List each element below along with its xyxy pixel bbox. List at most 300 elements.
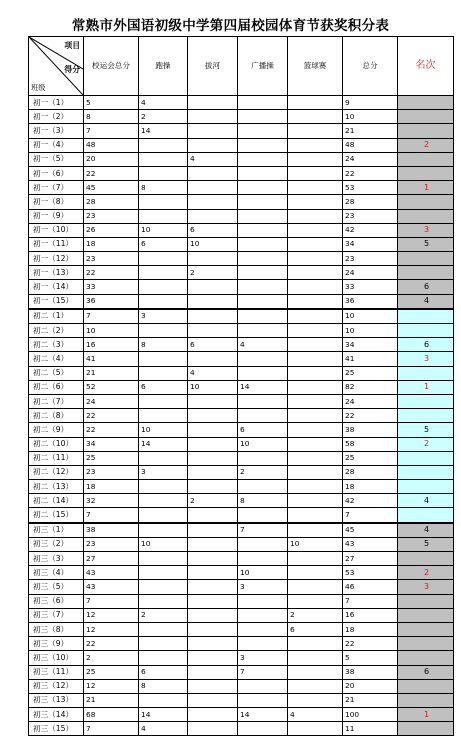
rank-cell [398,195,454,209]
running-exercise-cell: 6 [139,237,188,251]
broadcast-exercise-cell [238,110,288,124]
diag-label-score: 得分 [64,65,80,74]
total-cell: 24 [343,394,398,408]
total-cell: 48 [343,138,398,152]
broadcast-exercise-cell [238,266,288,280]
total-cell: 42 [343,223,398,237]
rank-cell [398,266,454,280]
rank-cell [398,166,454,180]
total-cell: 42 [343,494,398,508]
rank-cell [398,110,454,124]
class-name-cell: 初二（4） [29,352,84,366]
running-exercise-cell: 2 [139,608,188,622]
class-name-cell: 初一（4） [29,138,84,152]
basketball-cell [288,523,343,538]
rank-cell: 3 [398,223,454,237]
basketball-cell [288,465,343,479]
tug-of-war-cell [188,679,238,693]
class-name-cell: 初三（3） [29,552,84,566]
running-exercise-cell [139,138,188,152]
class-name-cell: 初三（9） [29,637,84,651]
basketball-cell [288,580,343,594]
rank-cell [398,451,454,465]
broadcast-exercise-cell: 3 [238,651,288,665]
class-name-cell: 初二（11） [29,451,84,465]
basketball-cell: 2 [288,608,343,622]
total-cell: 25 [343,366,398,380]
total-cell: 38 [343,665,398,679]
tug-of-war-cell [188,252,238,266]
basketball-cell [288,195,343,209]
rank-cell: 6 [398,665,454,679]
rank-cell: 4 [398,494,454,508]
table-row [29,266,454,280]
tug-of-war-cell: 10 [188,380,238,394]
basketball-cell [288,394,343,408]
sports-meet-total-cell: 22 [84,423,139,437]
table-row [29,309,454,324]
running-exercise-cell [139,280,188,294]
class-name-cell: 初二（9） [29,423,84,437]
class-name-cell: 初三（12） [29,679,84,693]
header-row [29,37,454,96]
broadcast-exercise-cell [238,508,288,523]
table-row [29,352,454,366]
col-header-total: 总分 [343,37,398,96]
class-name-cell: 初二（10） [29,437,84,451]
total-cell: 82 [343,380,398,394]
basketball-cell [288,324,343,338]
broadcast-exercise-cell [238,181,288,195]
table-row [29,494,454,508]
broadcast-exercise-cell [238,96,288,110]
sports-meet-total-cell: 43 [84,580,139,594]
running-exercise-cell [139,366,188,380]
basketball-cell [288,124,343,138]
total-cell: 24 [343,266,398,280]
table-row [29,451,454,465]
sports-meet-total-cell: 28 [84,195,139,209]
tug-of-war-cell [188,637,238,651]
class-name-cell: 初一（11） [29,237,84,251]
table-row [29,508,454,523]
class-name-cell: 初二（8） [29,409,84,423]
rank-cell: 1 [398,181,454,195]
table-row [29,124,454,138]
running-exercise-cell [139,494,188,508]
running-exercise-cell [139,552,188,566]
class-name-cell: 初三（11） [29,665,84,679]
sports-meet-total-cell: 12 [84,622,139,636]
sports-meet-total-cell: 52 [84,380,139,394]
class-name-cell: 初一（1） [29,96,84,110]
tug-of-war-cell [188,508,238,523]
sports-meet-total-cell: 18 [84,237,139,251]
broadcast-exercise-cell [238,608,288,622]
table-row [29,722,454,736]
basketball-cell [288,494,343,508]
tug-of-war-cell [188,209,238,223]
tug-of-war-cell [188,722,238,736]
table-row [29,96,454,110]
tug-of-war-cell [188,409,238,423]
diag-label-item: 项目 [64,41,80,50]
class-name-cell: 初二（13） [29,480,84,494]
basketball-cell [288,637,343,651]
sports-meet-total-cell: 24 [84,394,139,408]
table-row [29,380,454,394]
diag-label-class: 班级 [31,83,46,92]
sports-meet-total-cell: 23 [84,209,139,223]
table-row [29,324,454,338]
class-name-cell: 初三（2） [29,537,84,551]
running-exercise-cell [139,622,188,636]
running-exercise-cell: 8 [139,181,188,195]
total-cell: 33 [343,280,398,294]
tug-of-war-cell [188,566,238,580]
class-name-cell: 初一（6） [29,166,84,180]
table-row [29,409,454,423]
total-cell: 18 [343,622,398,636]
broadcast-exercise-cell [238,366,288,380]
rank-cell: 5 [398,537,454,551]
total-cell: 11 [343,722,398,736]
rank-cell [398,622,454,636]
tug-of-war-cell [188,580,238,594]
rank-cell: 2 [398,566,454,580]
rank-cell: 5 [398,423,454,437]
sports-meet-total-cell: 21 [84,693,139,707]
sports-meet-total-cell: 22 [84,166,139,180]
basketball-cell [288,380,343,394]
basketball-cell [288,223,343,237]
tug-of-war-cell [188,423,238,437]
class-name-cell: 初三（14） [29,708,84,722]
broadcast-exercise-cell: 14 [238,380,288,394]
sports-meet-total-cell: 2 [84,651,139,665]
table-row [29,366,454,380]
sports-meet-total-cell: 25 [84,665,139,679]
basketball-cell [288,552,343,566]
running-exercise-cell: 6 [139,665,188,679]
class-name-cell: 初一（5） [29,152,84,166]
table-row [29,394,454,408]
rank-cell [398,608,454,622]
running-exercise-cell: 14 [139,708,188,722]
basketball-cell [288,722,343,736]
class-name-cell: 初二（3） [29,338,84,352]
total-cell: 18 [343,480,398,494]
table-row [29,252,454,266]
total-cell: 43 [343,537,398,551]
running-exercise-cell [139,523,188,538]
broadcast-exercise-cell: 3 [238,580,288,594]
sports-meet-total-cell: 7 [84,722,139,736]
rank-cell [398,594,454,608]
broadcast-exercise-cell: 4 [238,338,288,352]
total-cell: 10 [343,110,398,124]
running-exercise-cell [139,693,188,707]
basketball-cell: 6 [288,622,343,636]
rank-cell [398,152,454,166]
running-exercise-cell: 2 [139,110,188,124]
rank-cell: 2 [398,138,454,152]
rank-cell [398,124,454,138]
broadcast-exercise-cell [238,309,288,324]
rank-cell: 3 [398,352,454,366]
sports-meet-total-cell: 26 [84,223,139,237]
total-cell: 21 [343,124,398,138]
total-cell: 38 [343,423,398,437]
sports-meet-total-cell: 45 [84,181,139,195]
class-name-cell: 初三（13） [29,693,84,707]
tug-of-war-cell [188,594,238,608]
rank-cell: 2 [398,437,454,451]
tug-of-war-cell [188,324,238,338]
broadcast-exercise-cell [238,324,288,338]
table-row [29,138,454,152]
tug-of-war-cell: 6 [188,223,238,237]
table-row [29,280,454,294]
basketball-cell [288,309,343,324]
tug-of-war-cell [188,166,238,180]
rank-cell [398,209,454,223]
running-exercise-cell [139,294,188,309]
table-row [29,552,454,566]
sports-meet-total-cell: 22 [84,637,139,651]
total-cell: 22 [343,166,398,180]
class-name-cell: 初三（8） [29,622,84,636]
sports-meet-total-cell: 25 [84,451,139,465]
basketball-cell [288,138,343,152]
rank-cell [398,409,454,423]
broadcast-exercise-cell [238,209,288,223]
running-exercise-cell [139,209,188,223]
class-name-cell: 初二（14） [29,494,84,508]
total-cell: 24 [343,152,398,166]
sports-meet-total-cell: 33 [84,280,139,294]
tug-of-war-cell [188,96,238,110]
tug-of-war-cell [188,110,238,124]
tug-of-war-cell [188,181,238,195]
tug-of-war-cell [188,352,238,366]
total-cell: 34 [343,338,398,352]
sports-meet-total-cell: 7 [84,508,139,523]
table-row [29,152,454,166]
table-row [29,166,454,180]
col-header-sports-meet-total: 校运会总分 [84,37,139,96]
class-name-cell: 初三（1） [29,523,84,538]
broadcast-exercise-cell: 10 [238,566,288,580]
rank-cell: 6 [398,280,454,294]
running-exercise-cell: 14 [139,124,188,138]
total-cell: 21 [343,693,398,707]
basketball-cell [288,508,343,523]
basketball-cell [288,294,343,309]
basketball-cell [288,280,343,294]
rank-cell [398,508,454,523]
tug-of-war-cell [188,608,238,622]
basketball-cell [288,566,343,580]
broadcast-exercise-cell: 8 [238,494,288,508]
table-row [29,195,454,209]
broadcast-exercise-cell [238,594,288,608]
table-row [29,181,454,195]
sports-meet-total-cell: 18 [84,480,139,494]
total-cell: 7 [343,594,398,608]
running-exercise-cell [139,266,188,280]
rank-cell [398,252,454,266]
running-exercise-cell: 10 [139,223,188,237]
tug-of-war-cell [188,124,238,138]
table-row [29,622,454,636]
basketball-cell [288,209,343,223]
rank-cell [398,324,454,338]
basketball-cell [288,409,343,423]
running-exercise-cell [139,352,188,366]
broadcast-exercise-cell [238,480,288,494]
table-row [29,679,454,693]
class-name-cell: 初一（10） [29,223,84,237]
running-exercise-cell: 10 [139,537,188,551]
broadcast-exercise-cell [238,195,288,209]
basketball-cell [288,338,343,352]
table-row [29,566,454,580]
basketball-cell [288,96,343,110]
running-exercise-cell: 4 [139,722,188,736]
tug-of-war-cell [188,708,238,722]
running-exercise-cell: 3 [139,465,188,479]
col-header-tug-of-war: 拔河 [188,37,238,96]
total-cell: 58 [343,437,398,451]
broadcast-exercise-cell [238,451,288,465]
total-cell: 16 [343,608,398,622]
sports-meet-total-cell: 7 [84,309,139,324]
col-header-running-exercise: 跑操 [139,37,188,96]
running-exercise-cell [139,508,188,523]
total-cell: 9 [343,96,398,110]
basketball-cell [288,266,343,280]
class-name-cell: 初三（15） [29,722,84,736]
basketball-cell [288,679,343,693]
class-name-cell: 初一（3） [29,124,84,138]
col-header-rank: 名次 [398,37,454,96]
broadcast-exercise-cell [238,124,288,138]
running-exercise-cell [139,195,188,209]
rank-cell [398,394,454,408]
basketball-cell [288,665,343,679]
basketball-cell [288,166,343,180]
total-cell: 7 [343,508,398,523]
table-row [29,465,454,479]
total-cell: 25 [343,451,398,465]
class-name-cell: 初一（7） [29,181,84,195]
broadcast-exercise-cell [238,252,288,266]
table-row [29,637,454,651]
basketball-cell [288,693,343,707]
broadcast-exercise-cell: 2 [238,465,288,479]
running-exercise-cell [139,637,188,651]
broadcast-exercise-cell [238,294,288,309]
tug-of-war-cell [188,280,238,294]
sports-meet-total-cell: 7 [84,124,139,138]
running-exercise-cell [139,480,188,494]
total-cell: 46 [343,580,398,594]
table-row [29,480,454,494]
basketball-cell [288,423,343,437]
sports-meet-total-cell: 21 [84,366,139,380]
sports-meet-total-cell: 5 [84,96,139,110]
basketball-cell [288,237,343,251]
table-row [29,437,454,451]
running-exercise-cell [139,152,188,166]
class-name-cell: 初二（2） [29,324,84,338]
score-table [28,36,454,736]
running-exercise-cell [139,324,188,338]
running-exercise-cell: 3 [139,309,188,324]
broadcast-exercise-cell [238,679,288,693]
tug-of-war-cell: 6 [188,338,238,352]
class-name-cell: 初二（7） [29,394,84,408]
tug-of-war-cell [188,693,238,707]
sports-meet-total-cell: 32 [84,494,139,508]
total-cell: 20 [343,679,398,693]
rank-cell [398,693,454,707]
broadcast-exercise-cell [238,537,288,551]
running-exercise-cell [139,451,188,465]
rank-cell [398,480,454,494]
class-name-cell: 初一（9） [29,209,84,223]
class-name-cell: 初一（14） [29,280,84,294]
total-cell: 28 [343,195,398,209]
tug-of-war-cell: 4 [188,152,238,166]
rank-cell: 4 [398,294,454,309]
broadcast-exercise-cell [238,152,288,166]
table-row [29,580,454,594]
sports-meet-total-cell: 43 [84,566,139,580]
basketball-cell [288,181,343,195]
class-name-cell: 初一（15） [29,294,84,309]
total-cell: 10 [343,324,398,338]
tug-of-war-cell [188,665,238,679]
broadcast-exercise-cell [238,552,288,566]
running-exercise-cell [139,252,188,266]
tug-of-war-cell [188,552,238,566]
running-exercise-cell [139,166,188,180]
sports-meet-total-cell: 36 [84,294,139,309]
tug-of-war-cell [188,195,238,209]
class-name-cell: 初二（12） [29,465,84,479]
broadcast-exercise-cell: 6 [238,423,288,437]
class-name-cell: 初三（4） [29,566,84,580]
tug-of-war-cell: 4 [188,366,238,380]
table-row [29,338,454,352]
tug-of-war-cell [188,537,238,551]
rank-cell: 1 [398,380,454,394]
total-cell: 28 [343,465,398,479]
sports-meet-total-cell: 7 [84,594,139,608]
total-cell: 53 [343,566,398,580]
basketball-cell [288,252,343,266]
class-name-cell: 初二（15） [29,508,84,523]
col-header-broadcast-exercise: 广播操 [238,37,288,96]
running-exercise-cell [139,580,188,594]
rank-cell [398,366,454,380]
class-name-cell: 初一（12） [29,252,84,266]
sheet-title: 常熟市外国语初级中学第四届校园体育节获奖积分表 [71,18,390,34]
running-exercise-cell [139,594,188,608]
table-row [29,608,454,622]
